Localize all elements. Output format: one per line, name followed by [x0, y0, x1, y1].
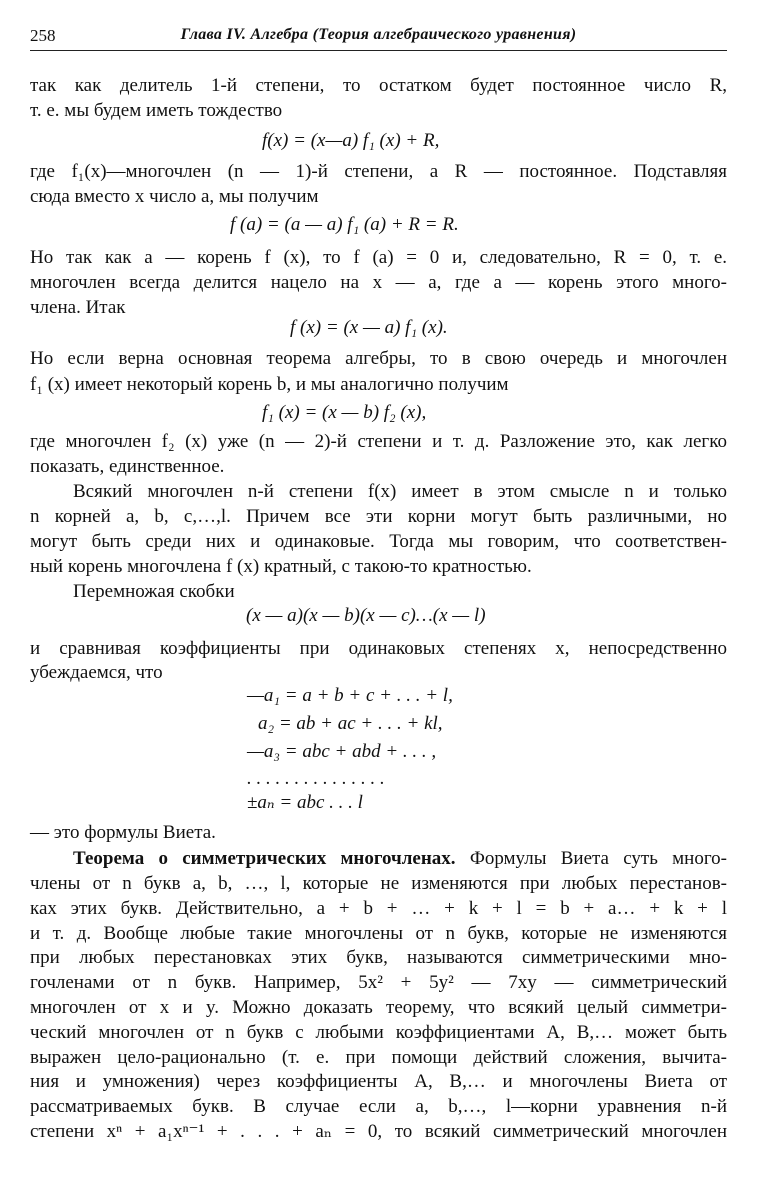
text-line: где многочлен f₂ (x) уже (n — 2)-й степени и т. д. Разложение это, как легко — [30, 431, 727, 452]
text-line: многочлен от x и y. Можно доказать теорему, что всякий целый симметри- — [30, 997, 727, 1018]
text-line: ния и умножения) через коэффициенты A, B,… и многочлены Виета от — [30, 1071, 727, 1092]
text-line: т. е. мы будем иметь тождество — [30, 100, 283, 121]
formula: f (a) = (a — a) f₁ (a) + R = R. — [230, 214, 459, 235]
text-line: рассматриваемых букв. В случае если a, b,…, l—корни уравнения n-й — [30, 1096, 727, 1117]
vieta-formula: —a₁ = a + b + c + . . . + l, — [247, 685, 453, 706]
text-line: Перемножая скобки — [73, 581, 235, 602]
text-line: сюда вместо x число a, мы получим — [30, 186, 319, 207]
text-line — [30, 847, 727, 871]
vieta-formula: a₂ = ab + ac + . . . + kl, — [258, 713, 443, 734]
text-line: показать, единственное. — [30, 456, 225, 477]
theorem-heading: Теорема о симметрических многочленах. — [73, 848, 456, 869]
text-line: Но так как a — корень f (x), то f (a) = 0 и, следовательно, R = 0, т. е. — [30, 247, 727, 268]
formula: f₁ (x) = (x — b) f₂ (x), — [262, 402, 427, 423]
text-line: где f₁(x)—многочлен (n — 1)-й степени, а R — постоянное. Подставляя — [30, 161, 727, 182]
text-line: степени xⁿ + a₁xⁿ⁻¹ + . . . + aₙ = 0, то всякий симметрический многочлен — [30, 1121, 727, 1142]
vieta-formula: —a₃ = abc + abd + . . . , — [247, 741, 437, 762]
vieta-formula: ±aₙ = abc . . . l — [247, 792, 363, 813]
formula: f (x) = (x — a) f₁ (x). — [290, 317, 448, 338]
text-line: ческий многочлен от n букв с любыми коэффициентами A, B,… может быть — [30, 1022, 727, 1043]
text-line: выражен цело-рационально (т. е. при помощи действий сложения, вычита- — [30, 1047, 727, 1068]
text-line: при любых перестановках этих букв, называются симметрическими мно- — [30, 947, 727, 968]
text-line: n корней a, b, c,…,l. Причем все эти корни могут быть различными, но — [30, 506, 727, 527]
chapter-title: Глава IV. Алгебра (Теория алгебраического уравнения) — [180, 26, 577, 43]
text-line: многочлен всегда делится нацело на x — a, где a — корень этого много- — [30, 272, 727, 293]
text-line: Всякий многочлен n-й степени f(x) имеет в этом смысле n и только — [73, 481, 727, 502]
text-line: Но если верна основная теорема алгебры, то в свою очередь и многочлен — [30, 348, 727, 369]
text-line: гочленами от n букв. Например, 5x² + 5y² — 7xy — симметрический — [30, 972, 727, 993]
text-line: — это формулы Виета. — [30, 822, 216, 843]
text-line: и т. д. Вообще любые такие многочлены от n букв, которые не изменяются — [30, 923, 727, 944]
text-line: члены от n букв a, b, …, l, которые не изменяются при любых перестанов- — [30, 873, 727, 894]
text-line: убеждаемся, что — [30, 662, 163, 683]
text-line: ный корень многочлена f (x) кратный, с такою-то кратностью. — [30, 556, 532, 577]
text-line: члена. Итак — [30, 297, 126, 318]
formula: (x — a)(x — b)(x — c)…(x — l) — [246, 605, 486, 626]
text-line: могут быть среди них и одинаковые. Тогда мы говорим, что соответствен- — [30, 531, 727, 552]
formula: f(x) = (x—a) f₁ (x) + R, — [262, 130, 440, 151]
page-number: 258 — [30, 26, 56, 45]
theorem-text: Формулы Виета суть много- — [455, 848, 727, 869]
text-line: так как делитель 1-й степени, то остатком будет постоянное число R, — [30, 75, 727, 96]
text-line: и сравнивая коэффициенты при одинаковых степенях x, непосредственно — [30, 638, 727, 659]
text-line: f₁ (x) имеет некоторый корень b, и мы аналогично получим — [30, 374, 509, 395]
vieta-ellipsis: . . . . . . . . . . . . . . . — [247, 768, 385, 789]
running-header — [30, 24, 727, 51]
text-line: ках этих букв. Действительно, a + b + … + k + l = b + a… + k + l — [30, 898, 727, 919]
